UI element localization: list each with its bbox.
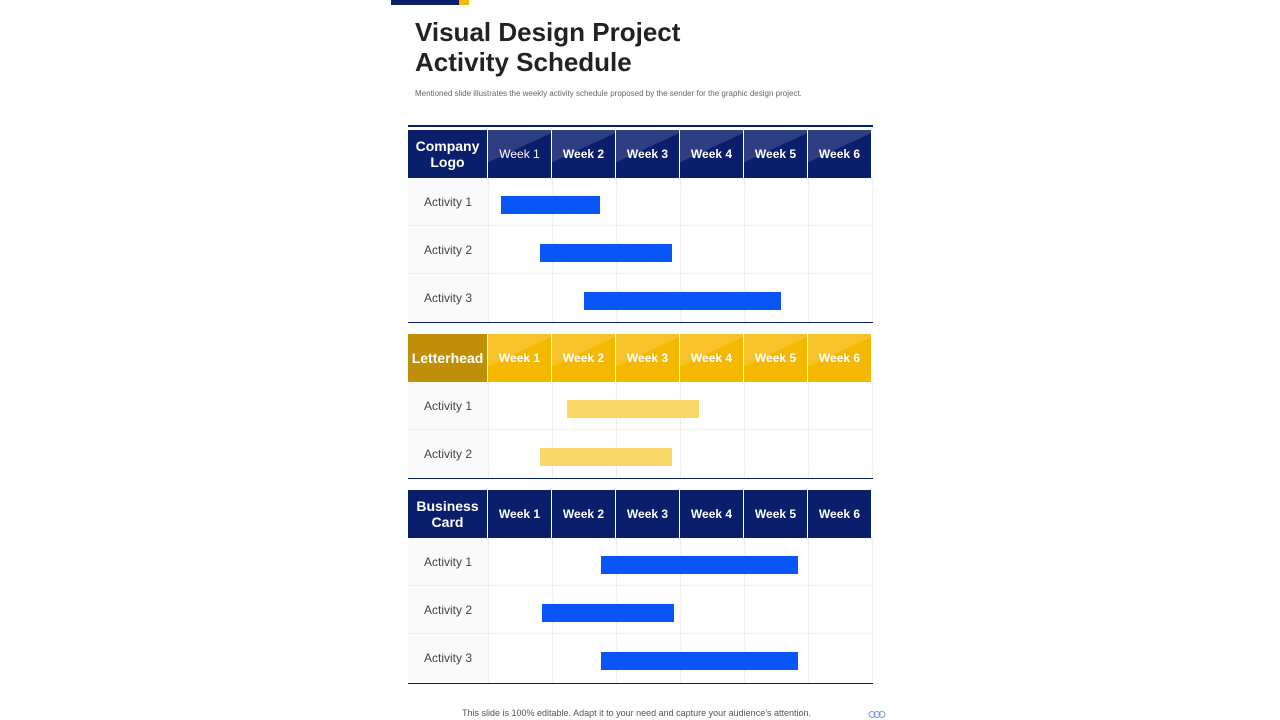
section-header-row: [408, 334, 872, 382]
week-header: Week 1: [488, 490, 552, 538]
grid-line: [680, 178, 681, 226]
grid-line: [488, 178, 489, 226]
week-header: Week 1: [488, 130, 552, 178]
week-grid: [488, 274, 873, 322]
grid-line: [872, 430, 873, 478]
week-header: Week 3: [616, 490, 680, 538]
grid-line: [744, 178, 745, 226]
schedule-section-business-card: [408, 489, 873, 686]
grid-line: [744, 382, 745, 430]
activity-bar: [567, 400, 699, 418]
week-header: Week 6: [808, 334, 872, 382]
page-title-line-1: Visual Design Project: [415, 17, 681, 47]
activity-row: [408, 226, 873, 274]
section-label: [408, 130, 488, 178]
grid-line: [808, 430, 809, 478]
week-header: Week 3: [616, 334, 680, 382]
page-title-line-2: Activity Schedule: [415, 47, 632, 77]
section-label-line-2: Logo: [430, 154, 465, 170]
grid-line: [808, 274, 809, 322]
grid-line: [872, 586, 873, 634]
grid-line: [744, 586, 745, 634]
section-bottom-rule: [408, 478, 873, 479]
week-grid: [488, 382, 873, 430]
week-header: Week 2: [552, 130, 616, 178]
section-bottom-rule: [408, 683, 873, 684]
grid-line: [808, 178, 809, 226]
activity-bar: [501, 196, 600, 214]
activity-label: Activity 1: [408, 538, 488, 586]
grid-line: [872, 178, 873, 226]
schedule-section-letterhead: [408, 333, 873, 481]
week-header: Week 4: [680, 334, 744, 382]
activity-row: [408, 382, 873, 430]
activity-bar: [540, 244, 672, 262]
activity-row: [408, 274, 873, 322]
section-label: [408, 334, 488, 382]
grid-line: [616, 178, 617, 226]
activity-label: Activity 3: [408, 274, 488, 322]
page-subtitle: Mentioned slide illustrates the weekly activity schedule proposed by the sender for the graphic design project.: [415, 89, 802, 98]
grid-line: [872, 226, 873, 274]
week-header: Week 4: [680, 130, 744, 178]
activity-bar: [601, 556, 799, 574]
week-header: Week 3: [616, 130, 680, 178]
activity-label: Activity 2: [408, 430, 488, 478]
activity-label: Activity 2: [408, 226, 488, 274]
section-label: [408, 490, 488, 538]
activity-label: Activity 2: [408, 586, 488, 634]
grid-line: [552, 538, 553, 586]
grid-line: [808, 382, 809, 430]
grid-line: [744, 226, 745, 274]
section-header-row: [408, 130, 872, 178]
activity-bar: [601, 652, 799, 670]
week-header: Week 6: [808, 490, 872, 538]
section-label-line-1: Letterhead: [411, 350, 484, 366]
week-header: Week 5: [744, 130, 808, 178]
grid-line: [680, 430, 681, 478]
activity-label: Activity 3: [408, 634, 488, 682]
section-bottom-rule: [408, 322, 873, 323]
grid-line: [488, 430, 489, 478]
activity-row: [408, 538, 873, 586]
grid-line: [552, 274, 553, 322]
grid-line: [488, 634, 489, 682]
week-header: Week 2: [552, 334, 616, 382]
week-header: Week 5: [744, 490, 808, 538]
schedule-section-company-logo: [408, 125, 873, 324]
week-header: Week 2: [552, 490, 616, 538]
grid-line: [872, 382, 873, 430]
week-grid: [488, 538, 873, 586]
week-header: Week 1: [488, 334, 552, 382]
grid-line: [488, 382, 489, 430]
week-grid: [488, 178, 873, 226]
top-accent-gold: [459, 0, 469, 5]
grid-line: [808, 538, 809, 586]
top-accent-navy: [391, 0, 459, 5]
grid-line: [488, 226, 489, 274]
grid-line: [872, 274, 873, 322]
grid-line: [808, 226, 809, 274]
activity-row: [408, 634, 873, 682]
activity-label: Activity 1: [408, 178, 488, 226]
week-grid: [488, 586, 873, 634]
grid-line: [552, 382, 553, 430]
week-grid: [488, 226, 873, 274]
week-grid: [488, 634, 873, 682]
activity-label: Activity 1: [408, 382, 488, 430]
grid-line: [680, 226, 681, 274]
page-title: [415, 17, 680, 77]
week-header: Week 5: [744, 334, 808, 382]
week-grid: [488, 430, 873, 478]
week-header: Week 4: [680, 490, 744, 538]
week-header: Week 6: [808, 130, 872, 178]
activity-row: [408, 586, 873, 634]
activity-row: [408, 178, 873, 226]
activity-bar: [542, 604, 674, 622]
grid-line: [872, 538, 873, 586]
section-header-row: [408, 490, 872, 538]
grid-line: [552, 634, 553, 682]
grid-line: [808, 586, 809, 634]
grid-line: [872, 634, 873, 682]
activity-row: [408, 430, 873, 478]
footer-logo-icon: [867, 710, 887, 719]
grid-line: [488, 538, 489, 586]
footer-note: This slide is 100% editable. Adapt it to your need and capture your audience’s attention.: [462, 708, 812, 718]
section-top-rule: [408, 125, 873, 127]
section-label-line-2: Card: [431, 514, 464, 530]
grid-line: [488, 586, 489, 634]
grid-line: [744, 430, 745, 478]
section-label-line-1: Business: [416, 498, 479, 514]
grid-line: [680, 586, 681, 634]
activity-bar: [540, 448, 672, 466]
activity-bar: [584, 292, 781, 310]
section-label-line-1: Company: [415, 138, 480, 154]
grid-line: [488, 274, 489, 322]
grid-line: [808, 634, 809, 682]
